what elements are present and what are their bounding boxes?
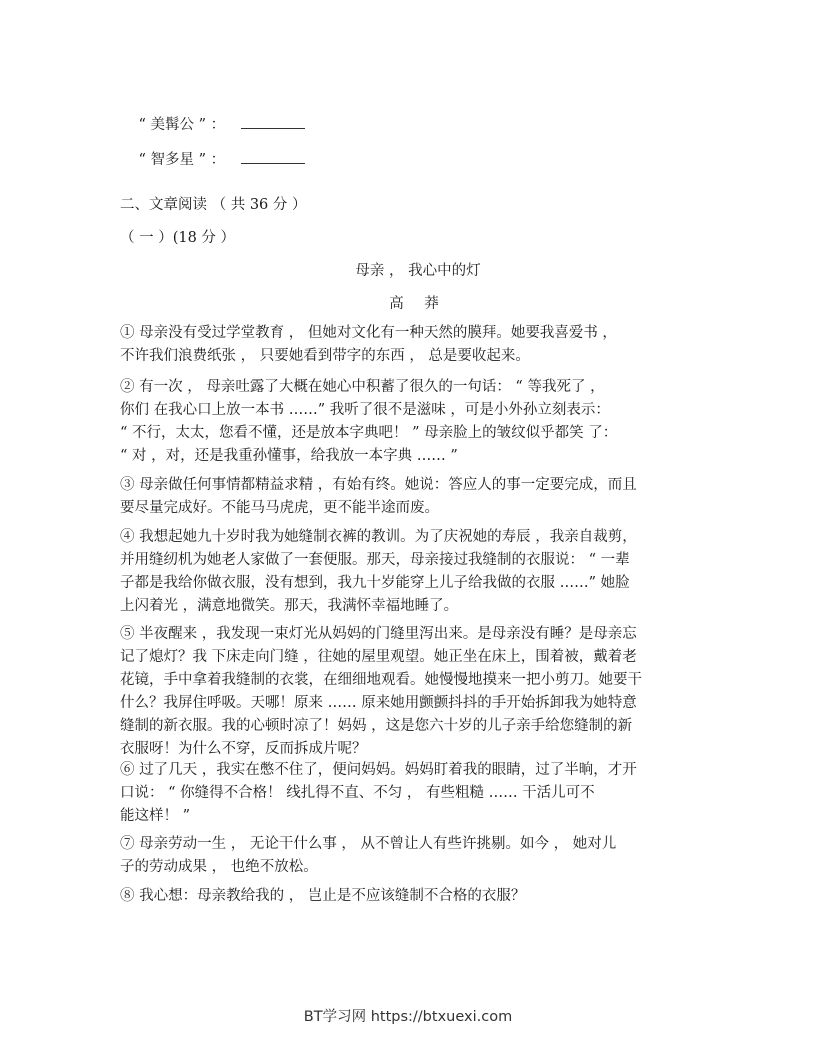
- paragraph-3: [120, 474, 705, 520]
- paragraph-line: 衣服呀！为什么不穿，反而拆成片呢？: [120, 741, 367, 757]
- footer-watermark: BT学习网 https://btxuexi.com: [303, 1009, 513, 1025]
- section-title: 二、文章阅读 （ 共 36 分 ）: [120, 197, 307, 213]
- paragraph-2: [120, 376, 705, 468]
- paragraph-line: “ 对 ，对，还是我重孙懂事，给我放一本字典 …… ”: [120, 448, 458, 464]
- paragraph-line: 花镜，手中拿着我缝制的衣裳，在细细地观看。她慢慢地摸来一把小剪刀。她要干: [120, 672, 642, 688]
- paragraph-line: 并用缝纫机为她老人家做了一套便服。那天，母亲接过我缝制的衣服说： “ 一辈: [120, 552, 630, 568]
- paragraph-7: [120, 833, 705, 879]
- paragraph-line: ⑤ 半夜醒来 ，我发现一束灯光从妈妈的门缝里泻出来。是母亲没有睡？是母亲忘: [120, 626, 637, 642]
- paragraph-line: 子的劳动成果 ， 也绝不放松。: [120, 859, 318, 875]
- article-author: 高 莽: [389, 296, 447, 312]
- paragraph-line: ⑦ 母亲劳动一生 ， 无论干什么事 ， 从不曾让人有些许挑剔。如今 ， 她对儿: [120, 836, 617, 852]
- paragraph-line: ④ 我想起她九十岁时我为她缝制衣裤的教训。为了庆祝她的寿辰 ，我亲自裁剪，: [120, 529, 637, 545]
- paragraph-line: ⑥ 过了几天 ，我实在憋不住了，便问妈妈。妈妈盯着我的眼睛，过了半晌，才开: [120, 762, 637, 778]
- paragraph-1: [120, 322, 705, 368]
- fill-item-label: “ 美髯公 ” ：: [138, 117, 226, 133]
- paragraph-line: 要尽量完成好。不能马马虎虎，更不能半途而废。: [120, 500, 439, 516]
- paragraph-line: 你们 在我心口上放一本书 ……” 我听了很不是滋味 ，可是小外孙立刻表示：: [120, 402, 610, 418]
- fill-item-label: “ 智多星 ” ：: [138, 152, 226, 168]
- article-title: 母亲 ， 我心中的灯: [355, 263, 481, 279]
- paragraph-5: [120, 623, 705, 761]
- paragraph-8: [120, 885, 705, 908]
- subsection-title: （ 一 ）(18 分 ）: [120, 230, 236, 246]
- paragraph-line: ⑧ 我心想：母亲教给我的 ， 岂止是不应该缝制不合格的衣服？: [120, 888, 526, 904]
- answer-blank[interactable]: [241, 151, 305, 164]
- fill-item-2: [120, 133, 305, 187]
- paragraph-6: [120, 759, 705, 828]
- paragraph-line: 缝制的新衣服。我的心顿时凉了！妈妈 ，这是您六十岁的儿子亲手给您缝制的新: [120, 718, 633, 734]
- paragraph-line: ③ 母亲做任何事情都精益求精 ，有始有终。她说：答应人的事一定要完成，而且: [120, 477, 637, 493]
- paragraph-line: ① 母亲没有受过学堂教育 ， 但她对文化有一种天然的膜拜。她要我喜爱书 ，: [120, 325, 617, 341]
- paragraph-line: 口说： “ 你缝得不合格！ 线扎得不直、不匀 ， 有些粗糙 …… 干活儿可不: [120, 785, 595, 801]
- paragraph-line: 能这样！ ”: [120, 808, 191, 824]
- paragraph-line: 上闪着光 ，满意地微笑。那天，我满怀幸福地睡了。: [120, 598, 459, 614]
- paragraph-line: 子都是我给你做衣服，没有想到，我九十岁能穿上儿子给我做的衣服 ……” 她脸: [120, 575, 630, 591]
- paragraph-line: 不许我们浪费纸张 ， 只要她看到带字的东西 ， 总是要收起来。: [120, 348, 530, 364]
- paragraph-4: [120, 526, 705, 618]
- answer-blank[interactable]: [241, 116, 305, 129]
- paragraph-line: 什么？我屏住呼吸。天哪！原来 …… 原来她用颤颤抖抖的手开始拆卸我为她特意: [120, 695, 637, 711]
- paragraph-line: “ 不行，太太，您看不懂，还是放本字典吧！ ” 母亲脸上的皱纹似乎都笑 了：: [120, 425, 618, 441]
- paragraph-line: 记了熄灯？我 下床走向门缝 ，往她的屋里观望。她正坐在床上，围着被，戴着老: [120, 649, 637, 665]
- paragraph-line: ② 有一次 ， 母亲吐露了大概在她心中积蓄了很久的一句话： “ 等我死了 ，: [120, 379, 605, 395]
